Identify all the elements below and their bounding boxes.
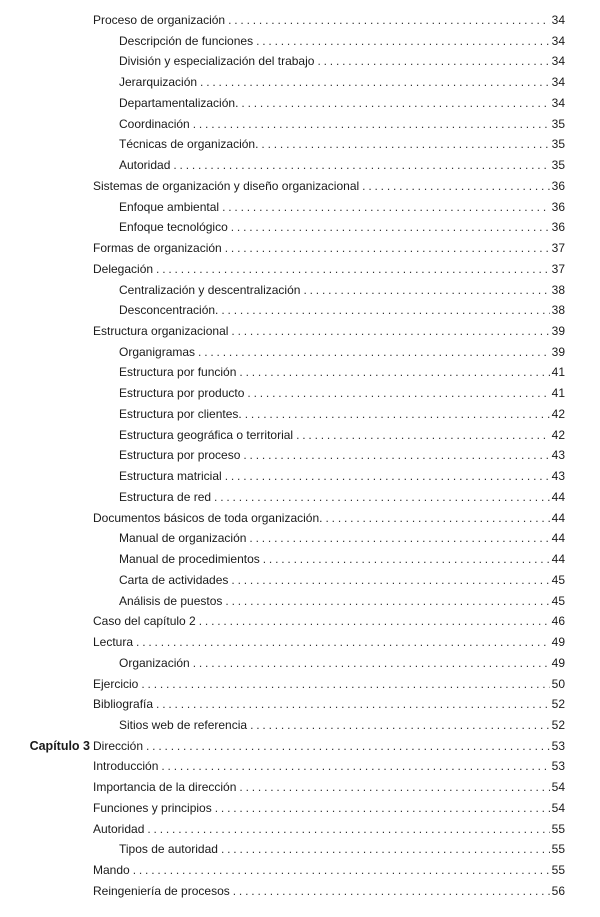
toc-entry-page: 44: [551, 510, 565, 525]
toc-row: [0, 197, 600, 218]
toc-entry-page: 45: [551, 572, 565, 587]
toc-entry[interactable]: [93, 819, 565, 840]
toc-entry-page: 54: [551, 800, 565, 815]
toc-row: [0, 508, 600, 529]
dot-leader: [325, 508, 549, 529]
toc-row: [0, 176, 600, 197]
toc-entry-page: 52: [551, 717, 565, 732]
toc-entry-page: 35: [551, 116, 565, 131]
toc-entry-title: Técnicas de organización.: [119, 137, 259, 152]
toc-entry-title: Análisis de puestos: [119, 593, 223, 608]
dot-leader: [193, 114, 550, 135]
toc-entry-title: Enfoque ambiental: [119, 199, 220, 214]
toc-entry-title: Departamentalización.: [119, 95, 239, 110]
toc-entry[interactable]: [93, 10, 565, 31]
toc-row: [0, 756, 600, 777]
dot-leader: [199, 611, 550, 632]
dot-leader: [296, 425, 550, 446]
toc-row: [0, 881, 600, 902]
toc-row: [0, 155, 600, 176]
toc-entry-page: 52: [551, 697, 565, 712]
toc-row: [0, 798, 600, 819]
toc-row: [0, 715, 600, 736]
toc-entry-title: Estructura por clientes.: [119, 406, 242, 421]
toc-entry[interactable]: [93, 508, 565, 529]
toc-entry-title: Delegación: [93, 261, 154, 276]
toc-entry[interactable]: [119, 93, 565, 114]
toc-entry-title: Proceso de organización: [93, 13, 226, 27]
toc-row: [0, 404, 600, 425]
toc-entry-title: Estructura por proceso: [119, 448, 241, 463]
toc-entry-title: Funciones y principios: [93, 800, 212, 815]
toc-entry-title: Documentos básicos de toda organización.: [93, 510, 323, 525]
toc-entry[interactable]: [119, 425, 565, 446]
toc-entry-page: 34: [551, 13, 565, 27]
toc-entry[interactable]: [119, 528, 565, 549]
toc-row: [0, 383, 600, 404]
toc-row: [0, 10, 600, 31]
toc-entry-title: Autoridad: [93, 821, 145, 836]
toc-entry[interactable]: [119, 51, 565, 72]
toc-entry[interactable]: [93, 238, 565, 259]
toc-row: [0, 321, 600, 342]
dot-leader: [263, 549, 550, 570]
toc-entry[interactable]: [93, 798, 565, 819]
dot-leader: [193, 653, 550, 674]
dot-leader: [231, 321, 549, 342]
toc-row: [0, 487, 600, 508]
toc-entry-page: 34: [551, 54, 565, 69]
toc-entry-title: Sitios web de referencia: [119, 717, 248, 732]
dot-leader: [173, 155, 549, 176]
toc-entry-page: 55: [551, 863, 565, 878]
toc-entry-title: Centralización y descentralización: [119, 282, 301, 297]
toc-row: [0, 134, 600, 155]
toc-entry-page: 38: [551, 282, 565, 297]
dot-leader: [161, 756, 549, 777]
toc-row: [0, 342, 600, 363]
toc-entry[interactable]: [93, 321, 565, 342]
toc-row: [0, 31, 600, 52]
toc-entry-page: 55: [551, 821, 565, 836]
toc-entry-title: Estructura organizacional: [93, 324, 229, 339]
toc-entry-title: Organización: [119, 655, 190, 670]
dot-leader: [362, 176, 549, 197]
toc-row: [0, 445, 600, 466]
toc-entry-title: Estructura matricial: [119, 469, 222, 484]
toc-entry-title: Mando: [93, 863, 130, 878]
toc-row: [0, 259, 600, 280]
toc-entry[interactable]: [93, 736, 565, 757]
toc-row: [0, 93, 600, 114]
toc-row: [0, 632, 600, 653]
toc-entry-title: Lectura: [93, 635, 134, 650]
toc-row: [0, 570, 600, 591]
toc-entry-title: Estructura geográfica o territorial: [119, 427, 294, 442]
toc-entry-title: Enfoque tecnológico: [119, 220, 228, 235]
toc-row: [0, 238, 600, 259]
toc-entry[interactable]: [119, 342, 565, 363]
toc-entry-page: 37: [551, 241, 565, 256]
toc-entry-page: 53: [551, 759, 565, 774]
toc-entry[interactable]: [119, 570, 565, 591]
dot-leader: [141, 674, 549, 695]
toc-entry[interactable]: [93, 694, 565, 715]
toc-entry-page: 56: [551, 883, 565, 898]
toc-row: [0, 280, 600, 301]
toc-entry[interactable]: [119, 300, 565, 321]
toc-entry[interactable]: [93, 777, 565, 798]
toc-entry-page: 36: [551, 199, 565, 214]
toc-entry[interactable]: [119, 653, 565, 674]
toc-entry-title: Reingeniería de procesos: [93, 883, 230, 898]
toc-row: [0, 425, 600, 446]
toc-entry-page: 46: [551, 614, 565, 629]
dot-leader: [303, 280, 549, 301]
toc-row: [0, 819, 600, 840]
toc-entry-page: 34: [551, 75, 565, 90]
toc-entry[interactable]: [119, 383, 565, 404]
toc-entry[interactable]: [119, 197, 565, 218]
toc-row: [0, 549, 600, 570]
toc-entry-title: Importancia de la dirección: [93, 780, 237, 795]
dot-leader: [249, 528, 549, 549]
toc-entry[interactable]: [93, 176, 565, 197]
toc-entry-page: 35: [551, 158, 565, 173]
toc-entry-page: 49: [551, 635, 565, 650]
toc-row: [0, 611, 600, 632]
toc-entry-page: 35: [551, 137, 565, 152]
toc-entry-page: 53: [551, 738, 565, 753]
dot-leader: [231, 217, 550, 238]
toc-row: [0, 591, 600, 612]
toc-row: [0, 300, 600, 321]
toc-entry-page: 37: [551, 261, 565, 276]
toc-entry-title: División y especialización del trabajo: [119, 54, 315, 69]
toc-entry-page: 41: [551, 386, 565, 401]
toc-row: [0, 51, 600, 72]
toc-entry-page: 49: [551, 655, 565, 670]
toc-entry-title: Jerarquización: [119, 75, 198, 90]
toc-entry-title: Manual de organización: [119, 531, 247, 546]
toc-entry-page: 36: [551, 178, 565, 193]
dot-leader: [239, 777, 549, 798]
dot-leader: [136, 632, 550, 653]
dot-leader: [261, 134, 549, 155]
dot-leader: [239, 362, 549, 383]
dot-leader: [225, 238, 550, 259]
toc-entry[interactable]: [93, 632, 565, 653]
toc-entry-page: 43: [551, 469, 565, 484]
toc-entry-title: Coordinación: [119, 116, 190, 131]
table-of-contents: [0, 10, 600, 902]
dot-leader: [225, 591, 549, 612]
toc-row: [0, 860, 600, 881]
toc-entry-page: 34: [551, 95, 565, 110]
toc-entry-page: 41: [551, 365, 565, 380]
toc-entry[interactable]: [119, 217, 565, 238]
toc-entry[interactable]: [119, 31, 565, 52]
dot-leader: [225, 466, 550, 487]
toc-entry[interactable]: [119, 445, 565, 466]
toc-entry-page: 42: [551, 406, 565, 421]
dot-leader: [214, 487, 550, 508]
toc-entry-title: Tipos de autoridad: [119, 842, 218, 857]
dot-leader: [156, 694, 550, 715]
dot-leader: [147, 819, 549, 840]
toc-entry-page: 54: [551, 780, 565, 795]
dot-leader: [133, 860, 550, 881]
toc-entry[interactable]: [93, 674, 565, 695]
toc-entry-page: 36: [551, 220, 565, 235]
toc-entry[interactable]: [119, 487, 565, 508]
toc-entry-title: Ejercicio: [93, 676, 139, 691]
dot-leader: [221, 839, 550, 860]
toc-entry[interactable]: [119, 134, 565, 155]
toc-entry-title: Desconcentración.: [119, 303, 219, 318]
toc-entry-page: 45: [551, 593, 565, 608]
toc-entry-title: Sistemas de organización y diseño organizacional: [93, 178, 360, 193]
toc-entry-page: 42: [551, 427, 565, 442]
toc-entry[interactable]: [93, 259, 565, 280]
toc-entry-page: 55: [551, 842, 565, 857]
toc-row: [0, 653, 600, 674]
dot-leader: [317, 51, 549, 72]
dot-leader: [228, 10, 550, 31]
dot-leader: [250, 715, 550, 736]
toc-entry-page: 44: [551, 552, 565, 567]
toc-entry-page: 34: [551, 33, 565, 48]
toc-row: [0, 777, 600, 798]
toc-entry[interactable]: [93, 881, 565, 902]
toc-entry[interactable]: [93, 611, 565, 632]
toc-row: [0, 72, 600, 93]
dot-leader: [243, 445, 549, 466]
dot-leader: [221, 300, 549, 321]
toc-entry-title: Dirección: [93, 738, 144, 753]
dot-leader: [222, 197, 550, 218]
dot-leader: [256, 31, 550, 52]
dot-leader: [146, 736, 550, 757]
toc-entry[interactable]: [119, 404, 565, 425]
dot-leader: [200, 72, 550, 93]
toc-entry-title: Organigramas: [119, 344, 196, 359]
toc-entry[interactable]: [119, 72, 565, 93]
toc-row: [0, 362, 600, 383]
toc-row: [0, 694, 600, 715]
toc-row: [0, 466, 600, 487]
toc-entry-title: Formas de organización: [93, 241, 222, 256]
dot-leader: [156, 259, 550, 280]
toc-entry-title: Bibliografía: [93, 697, 154, 712]
dot-leader: [215, 798, 550, 819]
toc-entry[interactable]: [119, 155, 565, 176]
toc-entry[interactable]: [119, 114, 565, 135]
toc-entry[interactable]: [93, 860, 565, 881]
toc-row: [0, 736, 600, 757]
dot-leader: [241, 93, 549, 114]
toc-row: [0, 839, 600, 860]
toc-entry-page: 44: [551, 531, 565, 546]
toc-entry-title: Introducción: [93, 759, 159, 774]
toc-entry-title: Estructura de red: [119, 489, 212, 504]
toc-entry-title: Estructura por función: [119, 365, 237, 380]
toc-entry-title: Carta de actividades: [119, 572, 229, 587]
toc-entry-page: 43: [551, 448, 565, 463]
toc-entry-title: Estructura por producto: [119, 386, 245, 401]
toc-entry[interactable]: [119, 591, 565, 612]
toc-entry[interactable]: [119, 839, 565, 860]
toc-entry-title: Autoridad: [119, 158, 171, 173]
toc-entry[interactable]: [119, 362, 565, 383]
toc-row: [0, 674, 600, 695]
toc-entry[interactable]: [119, 466, 565, 487]
toc-entry[interactable]: [119, 715, 565, 736]
toc-entry-title: Caso del capítulo 2: [93, 614, 196, 629]
dot-leader: [198, 342, 550, 363]
chapter-label: Capítulo 3: [29, 738, 90, 753]
toc-row: [0, 114, 600, 135]
toc-entry-page: 39: [551, 344, 565, 359]
toc-entry-page: 39: [551, 324, 565, 339]
toc-entry-title: Manual de procedimientos: [119, 552, 260, 567]
toc-entry[interactable]: [93, 756, 565, 777]
dot-leader: [245, 404, 550, 425]
toc-entry-page: 44: [551, 489, 565, 504]
dot-leader: [231, 570, 549, 591]
dot-leader: [233, 881, 550, 902]
toc-entry-title: Descripción de funciones: [119, 33, 254, 48]
toc-entry[interactable]: [119, 280, 565, 301]
toc-row: [0, 217, 600, 238]
toc-row: [0, 528, 600, 549]
toc-entry[interactable]: [119, 549, 565, 570]
dot-leader: [247, 383, 549, 404]
toc-entry-page: 50: [551, 676, 565, 691]
toc-entry-page: 38: [551, 303, 565, 318]
